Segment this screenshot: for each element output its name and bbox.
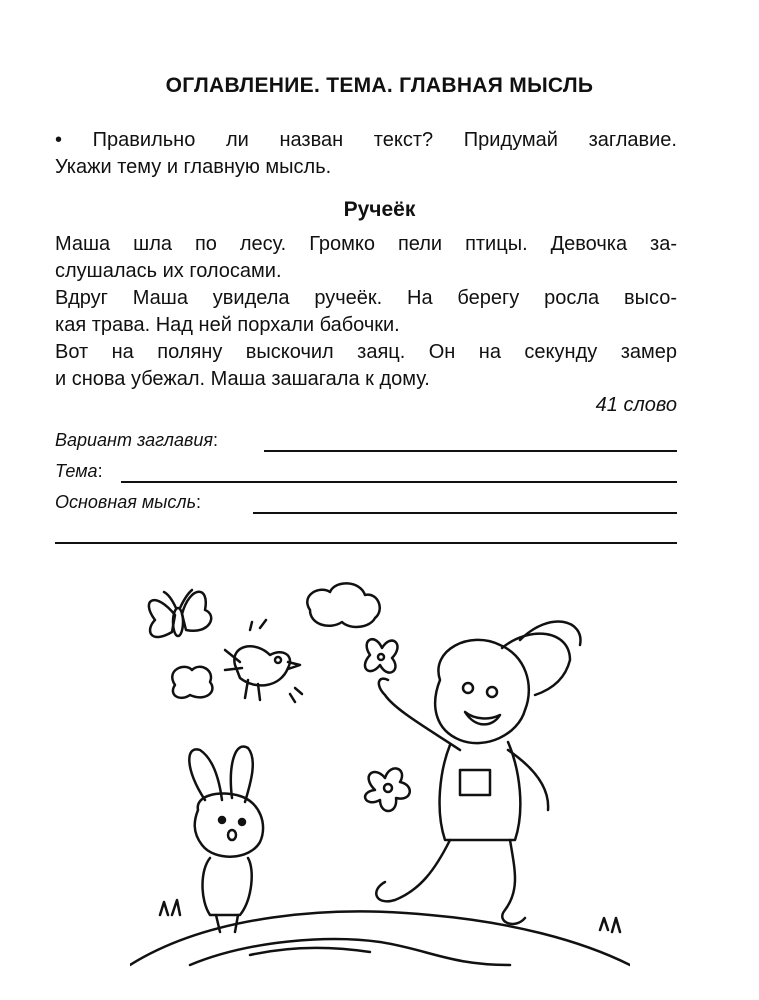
girl-icon (376, 621, 580, 923)
instruction-line-1: • Правильно ли назван текст? Придумай заглавие. (55, 129, 677, 151)
extra-answer-line[interactable] (55, 542, 677, 544)
title-variant-label: Вариант заглавия: (55, 430, 218, 450)
title-variant-answer-line[interactable] (264, 450, 677, 452)
title-variant-field[interactable] (55, 426, 677, 454)
ground-hill (130, 900, 630, 965)
cloud-icon (172, 667, 212, 698)
story-line: и снова убежал. Маша зашагала к дому. (55, 368, 430, 390)
main-idea-answer-line[interactable] (253, 512, 677, 514)
theme-answer-line[interactable] (121, 481, 677, 483)
theme-field[interactable] (55, 457, 677, 485)
story-title: Ручеёк (343, 198, 416, 221)
main-idea-label: Основная мысль: (55, 492, 202, 512)
instruction (55, 127, 677, 181)
instruction-line-2: Укажи тему и главную мысль. (55, 156, 332, 178)
story-line: Маша шла по лесу. Громко пели птицы. Девочка за- (55, 233, 677, 255)
flower-icon (365, 768, 410, 811)
story-line: Вдруг Маша увидела ручеёк. На берегу росла высо- (55, 287, 677, 309)
butterfly-icon (149, 590, 211, 637)
bird-icon (225, 620, 302, 702)
theme-label: Тема: (55, 461, 103, 481)
story-line: слушалась их голосами. (55, 260, 282, 282)
story-line: кая трава. Над ней порхали бабочки. (55, 314, 400, 336)
story-line: Вот на поляну выскочил заяц. Он на секунду замер (55, 341, 677, 363)
rabbit-icon (189, 746, 263, 932)
main-idea-field[interactable] (55, 488, 677, 516)
coloring-illustration (130, 570, 630, 990)
butterfly-icon (365, 639, 397, 672)
page-heading: ОГЛАВЛЕНИЕ. ТЕМА. ГЛАВНАЯ МЫСЛЬ (165, 74, 594, 97)
bullet: • (55, 129, 63, 151)
story-text (55, 231, 677, 393)
word-count: 41 слово (595, 394, 677, 416)
cloud-icon (307, 583, 379, 627)
